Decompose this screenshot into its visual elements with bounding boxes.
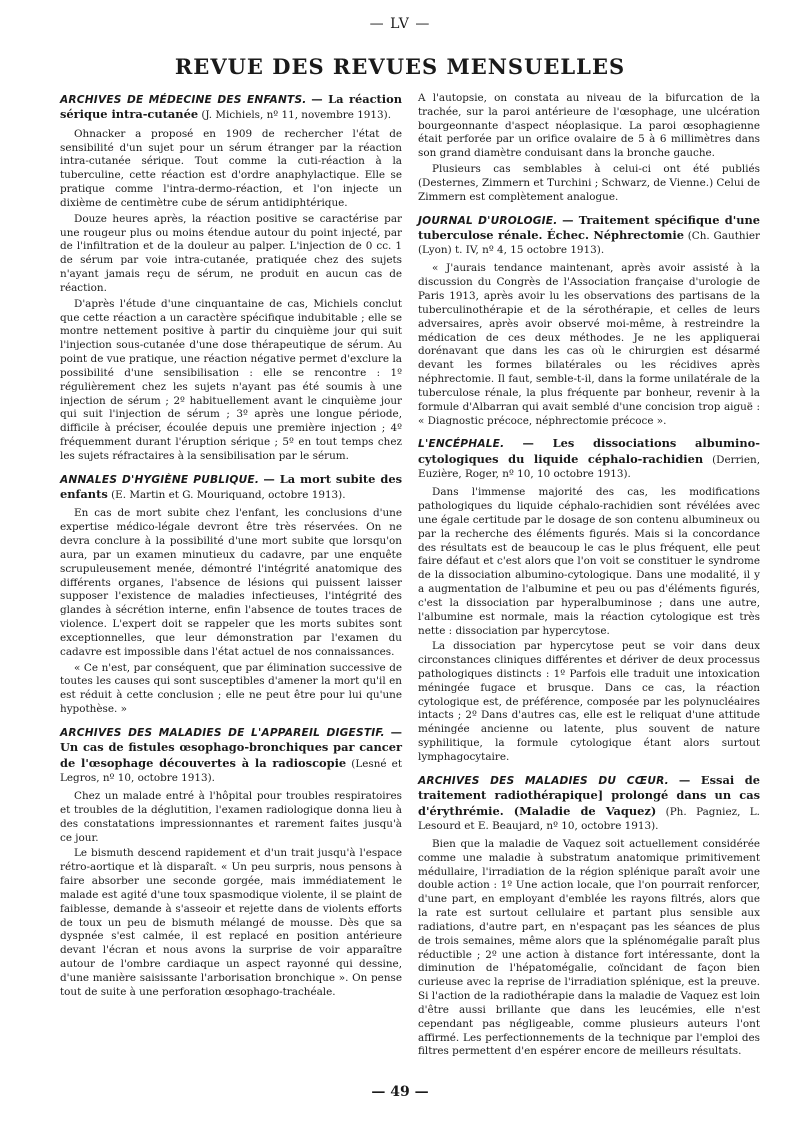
journal-name: L'ENCÉPHALE.	[418, 438, 505, 451]
article-2	[60, 472, 402, 717]
left-column	[60, 92, 402, 1002]
article-6	[418, 773, 760, 1059]
journal-name: JOURNAL D'UROLOGIE.	[418, 214, 558, 227]
article-3-continued	[418, 92, 760, 205]
article-paragraph: Ohnacker a proposé en 1909 de rechercher l'état de sensibilité d'un sujet pour un sérum étranger par la réaction intra-cutanée sérique. Tout comme la cuti-réaction à la tuberculine, cette réaction est d'ordre anaphylactique. Elle se pratique comme l'intra-dermo-réaction, et l'on injecte un dixième de centimètre cube de sérum antidiphtérique.	[60, 127, 402, 209]
article-paragraph: La dissociation par hypercytose peut se voir dans deux circonstances cliniques différentes et dériver de deux processus pathologiques distincts : 1º Parfois elle traduit une intoxication méningée fugace et brusque. Dans ce cas, la réaction cytologique est, de préférence, composée par les polynucléaires intacts ; 2º Dans d'autres cas, elle est le reliquat d'une attitude méningée ancienne ou latente, plus souvent de nature syphilitique, la formule cytologique étant alors surtout lymphagocytaire.	[418, 640, 760, 763]
right-column	[418, 92, 760, 1061]
article-paragraph: Dans l'immense majorité des cas, les modifications pathologiques du liquide céphalo-rachidien sont révélées avec une égale certitude par le dosage de son contenu albumineux ou par la recherche des éléments figurés. Mais si la concordance des résultats est de beaucoup le cas le plus fréquent, elle peut faire défaut et c'est alors que l'on voit se constituer le syndrome de la dissociation albumino-cytologique. Dans une modalité, il y a augmentation de l'albumine et peu ou pas d'éléments figurés, c'est la dissociation par hyperalbuminose ; dans une autre, l'albumine est normale, mais la réaction cytologique est très nette : dissociation par hypercytose.	[418, 486, 760, 637]
article-3	[60, 725, 402, 1000]
article-heading	[60, 725, 402, 785]
article-title: — La mort subite des enfants	[60, 471, 402, 502]
article-title: — Essai de traitement radiothérapique] prolongé dans un cas d'érythrémie. (Maladie de Vaquez)	[418, 772, 760, 818]
article-paragraph: Chez un malade entré à l'hôpital pour troubles respiratoires et troubles de la déglutition, l'examen radiologique donna lieu à des constatations impressionnantes et rarement faites jusqu'à ce jour.	[60, 790, 402, 844]
article-4	[418, 213, 760, 429]
article-reference: (Ph. Pagniez, L. Lesourd et E. Beaujard, nº 10, octobre 1913).	[418, 805, 760, 832]
article-paragraph: A l'autopsie, on constata au niveau de la bifurcation de la trachée, sur la paroi antérieure de l'œsophage, une ulcération bourgeonnante d'aspect néoplasique. La paroi œsophagienne était perforée par un orifice ovalaire de 5 à 6 millimètres dans son grand diamètre conduisant dans la bronche gauche.	[418, 92, 760, 160]
article-heading	[60, 92, 402, 123]
article-heading	[418, 773, 760, 833]
article-paragraph: « J'aurais tendance maintenant, après avoir assisté à la discussion du Congrès de l'Association française d'urologie de Paris 1913, après avoir lu les observations des partisans de la tuberculinothérapie et de la sérothérapie, et celles de leurs adversaires, après avoir observé moi-même, à restreindre la médication de ces deux méthodes. Je ne les appliquerai dorénavant que dans les cas où le chirurgien est désarmé devant les formes bilatérales ou les récidives après néphrectomie. Il faut, semble-t-il, dans la forme unilatérale de la tuberculose rénale, la plus fréquente par bonheur, revenir à la formule d'Albarran qui avait semblé d'une concision trop aiguë : « Diagnostic précoce, néphrectomie précoce ».	[418, 262, 760, 427]
article-paragraph: En cas de mort subite chez l'enfant, les conclusions d'une expertise médico-légale devront être très réservées. On ne devra conclure à la possibilité d'une mort subite que lorsqu'on aura, par un examen minutieux du cadavre, par une enquête scrupuleusement menée, démontré l'intégrité anatomique des différents organes, l'absence de lésions qui puissent laisser supposer l'existence de maladies infectieuses, l'intégrité des glandes à sécrétion interne, enfin l'absence de toutes traces de violence. L'expert doit se rappeler que les morts subites sont exceptionnelles, que leur démonstration par l'examen du cadavre est impossible dans l'état actuel de nos connaissances.	[60, 507, 402, 658]
page-number: — 49 —	[371, 1084, 429, 1100]
journal-name: ANNALES D'HYGIÈNE PUBLIQUE.	[60, 473, 260, 486]
article-paragraph: Le bismuth descend rapidement et d'un trait jusqu'à l'espace rétro-aortique et là disparaît. « Un peu surpris, nous pensons à faire absorber une seconde gorgée, mais immédiatement le malade est agité d'une toux spasmodique violente, il se plaint de faiblesse, demande à s'asseoir et rejette dans de violents efforts de toux un peu de bismuth mélangé de mousse. Dès que sa dyspnée s'est calmée, il est replacé en position antérieure devant l'écran et nous avons la surprise de voir apparaître autour de l'ombre cardiaque un aspect rayonné qui dessine, d'une manière saisissante l'arborisation bronchique ». On pense tout de suite à une perforation œsophago-trachéale.	[60, 847, 402, 998]
article-heading	[418, 213, 760, 258]
article-1	[60, 92, 402, 464]
article-paragraph: Bien que la maladie de Vaquez soit actuellement considérée comme une maladie à substratum anatomique primitivement médullaire, l'irradiation de la région splénique paraît avoir une double action : 1º Une action locale, que l'on pourrait renforcer, d'une part, en employant d'emblée les rayons filtrés, alors que la rate est surtout cellulaire et partant plus sensible aux radiations, d'autre part, en n'espaçant pas les séances de plus de trois semaines, même alors que la splénomégalie paraît plus réductible ; 2º une action à distance fort intéressante, dont la diminution de l'hépatomégalie, coïncidant de façon bien curieuse avec la reprise de l'irradiation splénique, est la preuve. Si l'action de la radiothérapie dans la maladie de Vaquez est loin d'être aussi brillante que dans les leucémies, elle n'est cependant pas négligeable, comme plusieurs auteurs l'ont affirmé. Les perfectionnements de la technique par l'emploi des filtres permettent d'en espérer encore de meilleurs résultats.	[418, 838, 760, 1058]
article-paragraph: Douze heures après, la réaction positive se caractérise par une rougeur plus ou moins étendue autour du point injecté, par de l'infiltration et de la douleur au palper. L'injection de 0 cc. 1 de sérum par voie intra-cutanée, pratiquée chez des sujets n'ayant jamais reçu de sérum, ne produit en aucun cas de réaction.	[60, 212, 402, 294]
article-heading	[60, 472, 402, 503]
article-reference: (Derrien, Euzière, Roger, nº 10, 10 octobre 1913).	[418, 453, 761, 481]
page-roman-number: — LV —	[369, 16, 431, 32]
article-5	[418, 436, 760, 764]
article-reference: (J. Michiels, nº 11, novembre 1913).	[201, 109, 391, 122]
article-title: — Les dissociations albumino-cytologiques du liquide céphalo-rachidien	[418, 436, 760, 466]
article-paragraph: Plusieurs cas semblables à celui-ci ont été publiés (Desternes, Zimmern et Turchini ; Schwarz, de Vienne.) Celui de Zimmern est complètement analogue.	[418, 163, 760, 203]
article-reference: (Lesné et Legros, nº 10, octobre 1913).	[60, 757, 402, 785]
article-title: — La réaction sérique intra-cutanée	[60, 92, 402, 122]
article-reference: (Ch. Gauthier (Lyon) t. IV, nº 4, 15 octobre 1913).	[418, 230, 761, 257]
journal-name: ARCHIVES DES MALADIES DU CŒUR.	[418, 774, 669, 787]
section-title: REVUE DES REVUES MENSUELLES	[174, 54, 626, 79]
article-reference: (E. Martin et G. Mouriquand, octobre 1913).	[111, 489, 346, 502]
article-paragraph: D'après l'étude d'une cinquantaine de cas, Michiels conclut que cette réaction a un caractère spécifique indubitable ; elle se montre nettement positive à partir du cinquième jour qui suit l'injection sous-cutanée d'une dose thérapeutique de sérum. Au point de vue pratique, une réaction négative permet d'exclure la possibilité d'une sensibilisation : elle se rencontre : 1º régulièrement chez les sujets n'ayant pas été soumis à une injection de sérum ; 2º habituellement avant le cinquième jour qui suit l'injection de sérum ; 3º après une longue période, difficile à préciser, écoulée depuis une première injection ; 4º fréquemment durant l'éruption sérique ; 5º en tout temps chez les sujets réfractaires à la sensibilisation par le sérum.	[60, 297, 402, 462]
journal-name: ARCHIVES DES MALADIES DE L'APPAREIL DIGESTIF.	[60, 726, 385, 739]
article-paragraph: « Ce n'est, par conséquent, que par élimination successive de toutes les causes qui sont susceptibles d'amener la mort qu'il en est réduit à cette conclusion ; elle ne peut être pour lui qu'une hypothèse. »	[60, 661, 402, 716]
article-heading	[418, 436, 760, 481]
article-title: — Traitement spécifique d'une tuberculose rénale. Échec. Néphrectomie	[418, 212, 760, 243]
journal-name: ARCHIVES DE MÉDECINE DES ENFANTS.	[60, 94, 307, 106]
article-title: — Un cas de fistules œsophago-bronchiques par cancer de l'œsophage découvertes à la radioscopie	[60, 724, 402, 770]
